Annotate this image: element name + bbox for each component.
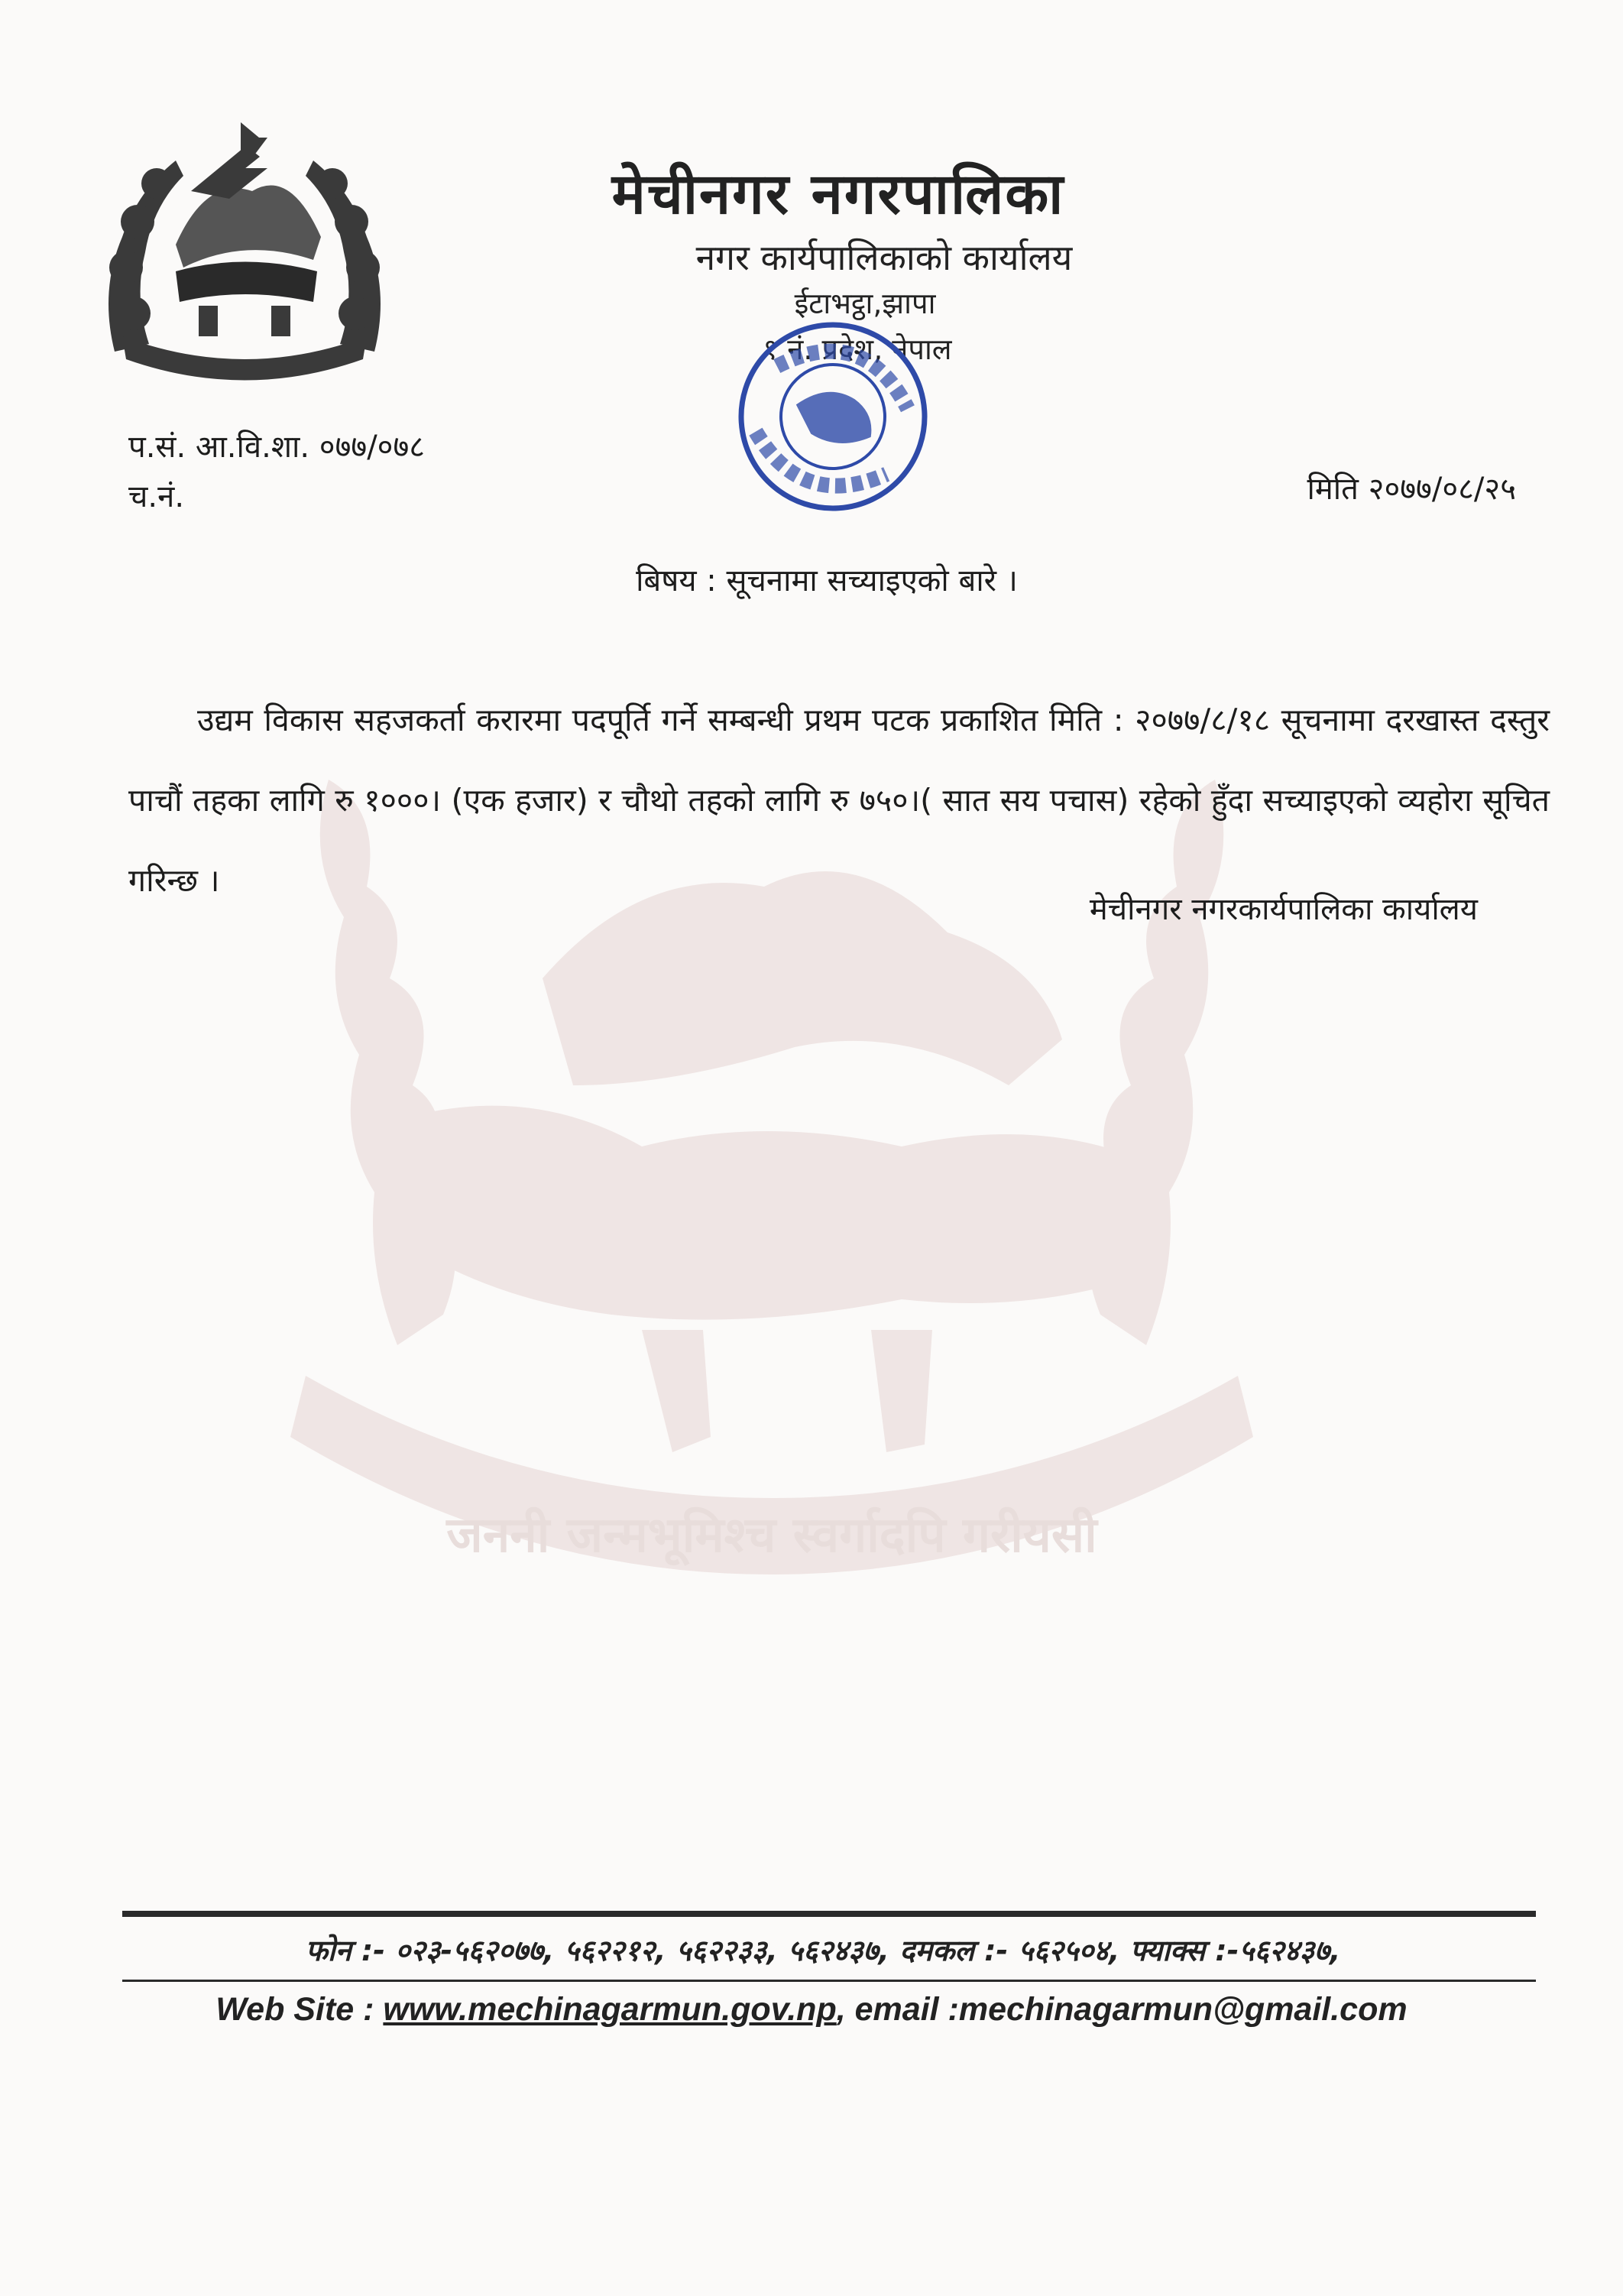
website-link[interactable]: www.mechinagarmun.gov.np (383, 1991, 837, 2028)
web-label: Web Site : (215, 1991, 384, 2028)
footer-web-line (0, 1991, 1623, 2028)
letter-subject: बिषय : सूचनामा सच्याइएको बारे । (636, 563, 1018, 598)
email-link[interactable]: mechinagarmun@gmail.com (958, 1991, 1408, 2028)
footer-phone-line: फोन :- ०२३-५६२०७७, ५६२२१२, ५६२२३३, ५६२४३७, दमकल :- ५६२५०४, फ्याक्स :-५६२४३७, (305, 1934, 1341, 1967)
reference-number: प.सं. आ.वि.शा. ०७७/०७८ (128, 430, 426, 465)
municipality-seal-icon (718, 302, 948, 531)
letter-date: मिति २०७७/०८/२५ (1307, 472, 1516, 507)
address-line-1: ईटाभट्ठा,झापा (794, 287, 936, 320)
office-subtitle: नगर कार्यपालिकाको कार्यालय (695, 237, 1073, 278)
dispatch-number: च.नं. (128, 479, 185, 514)
municipality-title: मेचीनगर नगरपालिका (611, 161, 1065, 227)
footer-divider-thin (122, 1980, 1536, 1982)
letter-body: उद्यम विकास सहजकर्ता करारमा पदपूर्ति गर्ने सम्बन्धी प्रथम पटक प्रकाशित मिति : २०७७/८/१८ सूचनामा दरखास्त दस्तुर पाचौं तहका लागि रु १०००। (एक हजार) र चौथो तहको लागि रु ७५०।( सात सय पचास) रहेको हुँदा सच्याइएको व्यहोरा सूचित गरिन्छ । (128, 702, 1550, 899)
address-line-2: १ नं. प्रदेश, नेपाल (763, 332, 952, 366)
watermark-motto: जननी जन्मभूमिश्च स्वर्गादपि गरीयसी (446, 1507, 1097, 1564)
signature-office: मेचीनगर नगरकार्यपालिका कार्यालय (1089, 892, 1478, 927)
email-label: , email : (836, 1991, 959, 2028)
footer-divider-thick (122, 1911, 1536, 1917)
